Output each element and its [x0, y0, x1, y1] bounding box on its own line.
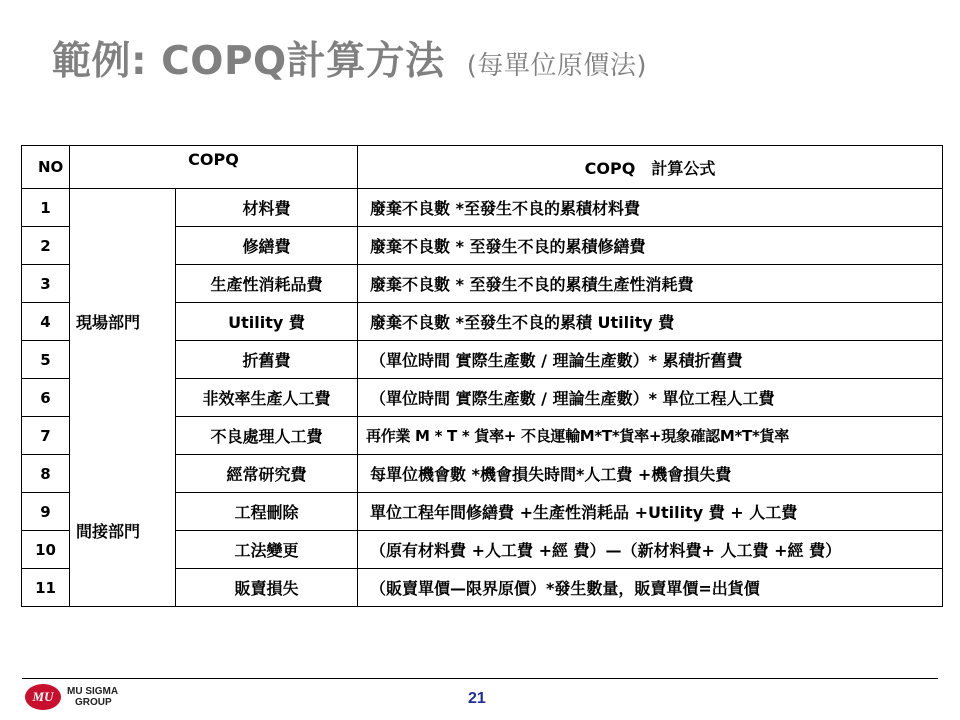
row-item: 修繕費	[176, 227, 358, 265]
slide-title	[52, 30, 647, 86]
logo-line-2: GROUP	[75, 697, 112, 708]
row-formula: （販賣單價—限界原價）*發生數量，販賣單價=出貨價	[358, 569, 943, 607]
row-item: 工法變更	[176, 531, 358, 569]
row-no: 5	[22, 341, 70, 379]
row-no: 1	[22, 189, 70, 227]
row-no: 9	[22, 493, 70, 531]
row-no: 11	[22, 569, 70, 607]
row-no: 6	[22, 379, 70, 417]
row-no: 2	[22, 227, 70, 265]
row-formula: 廢棄不良數 *至發生不良的累積材料費	[358, 189, 943, 227]
row-formula: 每單位機會數 *機會損失時間*人工費 +機會損失費	[358, 455, 943, 493]
title-subtitle: (每單位原價法)	[466, 51, 647, 81]
header-no: NO	[22, 146, 70, 189]
copq-table	[21, 145, 943, 607]
row-item: 工程刪除	[176, 493, 358, 531]
page-number: 21	[468, 690, 486, 707]
row-formula: 單位工程年間修繕費 +生產性消耗品 +Utility 費 + 人工費	[358, 493, 943, 531]
footer-divider	[22, 678, 938, 679]
row-formula: （單位時間 實際生產數 / 理論生產數）* 單位工程人工費	[358, 379, 943, 417]
table-row	[22, 189, 943, 227]
row-item: 不良處理人工費	[176, 417, 358, 455]
row-item: 生產性消耗品費	[176, 265, 358, 303]
table-row	[22, 455, 943, 493]
row-formula: （原有材料費 +人工費 +經 費）—（新材料費+ 人工費 +經 費）	[358, 531, 943, 569]
company-logo	[25, 684, 118, 710]
row-no: 8	[22, 455, 70, 493]
row-no: 10	[22, 531, 70, 569]
title-main: 範例: COPQ計算方法	[52, 39, 445, 84]
row-item: 經常研究費	[176, 455, 358, 493]
row-item: 折舊費	[176, 341, 358, 379]
table-header-row	[22, 146, 943, 189]
header-copq: COPQ	[70, 146, 358, 189]
row-item: 販賣損失	[176, 569, 358, 607]
row-item: 材料費	[176, 189, 358, 227]
logo-mark-icon: MU	[25, 684, 61, 710]
row-formula: 廢棄不良數 *至發生不良的累積 Utility 費	[358, 303, 943, 341]
row-formula: 廢棄不良數 * 至發生不良的累積修繕費	[358, 227, 943, 265]
row-no: 4	[22, 303, 70, 341]
header-formula: COPQ 計算公式	[358, 146, 943, 189]
row-no: 7	[22, 417, 70, 455]
row-no: 3	[22, 265, 70, 303]
department-field: 現場部門	[70, 189, 176, 455]
logo-text	[67, 686, 118, 708]
row-item: 非效率生產人工費	[176, 379, 358, 417]
row-item: Utility 費	[176, 303, 358, 341]
row-formula: （單位時間 實際生產數 / 理論生產數）* 累積折舊費	[358, 341, 943, 379]
department-indirect: 間接部門	[70, 455, 176, 607]
row-formula: 再作業 M * T * 貨率+ 不良運輸M*T*貨率+現象確認M*T*貨率	[358, 417, 943, 455]
row-formula: 廢棄不良數 * 至發生不良的累積生產性消耗費	[358, 265, 943, 303]
logo-line-1: MU SIGMA	[67, 686, 119, 697]
